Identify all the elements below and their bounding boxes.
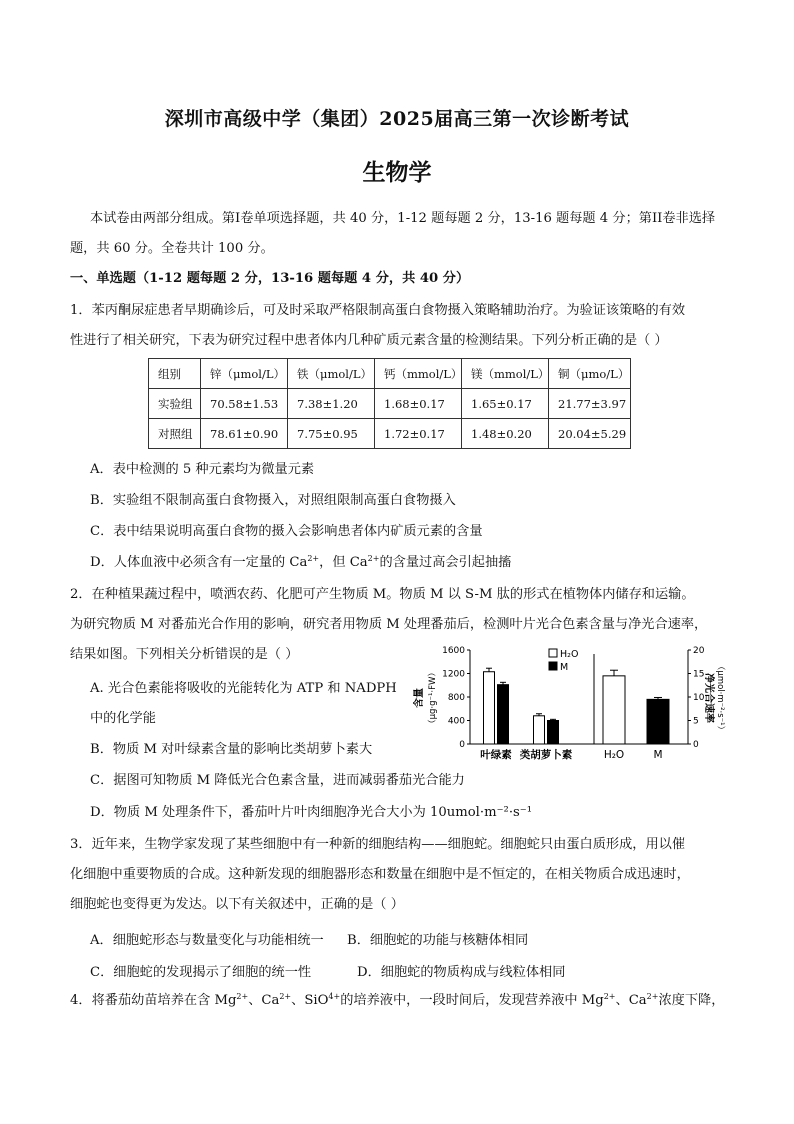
- q1-stem-2: 性进行了相关研究，下表为研究过程中患者体内几种矿质元素含量的检测结果。下列分析正确的是（ ）: [70, 333, 668, 348]
- table-cell: 铁（μmol/L）: [288, 359, 375, 389]
- superscript: 2+: [367, 554, 380, 563]
- subject-title: 生物学: [362, 159, 432, 186]
- left-axis-label: 含量: [414, 688, 425, 708]
- q2-stem-3: 结果如图。下列相关分析错误的是（ ）: [70, 647, 299, 662]
- legend-swatch-m: [549, 662, 557, 670]
- right-tick-label: 5: [693, 716, 699, 727]
- table-cell: 7.75±0.95: [288, 419, 375, 449]
- x-category-label: M: [653, 749, 663, 761]
- table-cell: 70.58±1.53: [201, 389, 288, 419]
- q2-option-c: C．据图可知物质 M 降低光合色素含量，进而减弱番茄光合能力: [90, 773, 465, 788]
- table-row: [149, 419, 631, 449]
- q1-option-b: B．实验组不限制高蛋白食物摄入，对照组限制高蛋白食物摄入: [90, 493, 456, 508]
- q3-option-d: D．细胞蛇的物质构成与线粒体相同: [357, 965, 566, 980]
- q2-option-d: D．物质 M 处理条件下，番茄叶片叶肉细胞净光合大小为 10umol·m⁻²·s⁻¹: [90, 805, 533, 820]
- q2-option-a-2: 中的化学能: [90, 711, 156, 726]
- table-cell: 实验组: [149, 389, 201, 419]
- x-category-label: H₂O: [603, 749, 625, 761]
- legend-swatch-h2o: [549, 649, 557, 657]
- bar-m: [548, 721, 559, 745]
- right-axis-unit: （μmol·m⁻²·s⁻¹）: [715, 661, 725, 735]
- q2-option-b: B．物质 M 对叶绿素含量的影响比类胡萝卜素大: [90, 742, 373, 757]
- superscript: 2+: [646, 992, 659, 1001]
- right-tick-label: 15: [693, 669, 705, 680]
- intro-line-2: 题，共 60 分。全卷共计 100 分。: [70, 241, 274, 256]
- q2-stem-1: 2．在种植果蔬过程中，喷洒农药、化肥可产生物质 M。物质 M 以 S-M 肽的形式在植物体内储存和运输。: [70, 587, 695, 602]
- q2-stem-2: 为研究物质 M 对番茄光合作用的影响，研究者用物质 M 处理番茄后，检测叶片光合色素含量与净光合速率，: [70, 617, 708, 632]
- q4-stem: [70, 992, 730, 1009]
- right-tick-label: 0: [693, 740, 699, 750]
- table-cell: 镁（mmol/L）: [462, 359, 549, 389]
- pigment-photosynthesis-chart: [408, 640, 728, 772]
- left-tick-label: 0: [459, 740, 465, 750]
- left-tick-label: 800: [447, 693, 465, 703]
- bar-m: [498, 685, 509, 744]
- intro-line-1: 本试卷由两部分组成。第I卷单项选择题，共 40 分，1-12 题每题 2 分，13-16 题每题 4 分；第II卷非选择: [90, 211, 716, 226]
- q1-option-a: A．表中检测的 5 种元素均为微量元素: [90, 462, 315, 477]
- bar-h2o: [534, 716, 545, 744]
- q1-d-part: ，但 Ca: [319, 555, 368, 570]
- x-category-label: 类胡萝卜素: [519, 749, 573, 761]
- q3-option-b: B．细胞蛇的功能与核糖体相同: [347, 933, 529, 948]
- q1-d-part: D．人体血液中必须含有一定量的 Ca: [90, 555, 308, 570]
- q3-stem-3: 细胞蛇也变得更为发达。以下有关叙述中，正确的是（ ）: [70, 897, 404, 912]
- q1-option-c: C．表中结果说明高蛋白食物的摄入会影响患者体内矿质元素的含量: [90, 524, 483, 539]
- right-axis-label: 净光合速率: [703, 673, 714, 723]
- table-row: [149, 389, 631, 419]
- right-tick-label: 20: [693, 646, 705, 656]
- table-cell: 7.38±1.20: [288, 389, 375, 419]
- q3-stem-1: 3．近年来，生物学家发现了某些细胞中有一种新的细胞结构——细胞蛇。细胞蛇只由蛋白质形成，用以催: [70, 837, 686, 852]
- superscript: 2+: [279, 992, 292, 1001]
- table-header-row: [149, 359, 631, 389]
- q4-part: 、Ca: [615, 993, 647, 1008]
- right-tick-label: 10: [693, 693, 705, 703]
- q4-part: 4．将番茄幼苗培养在含 Mg: [70, 993, 237, 1008]
- legend-label: M: [560, 662, 569, 673]
- left-tick-label: 1600: [442, 646, 465, 656]
- table-cell: 组别: [149, 359, 201, 389]
- left-tick-label: 400: [447, 716, 465, 727]
- q1-option-d: [90, 554, 750, 571]
- table-cell: 78.61±0.90: [201, 419, 288, 449]
- superscript: 2+: [307, 554, 320, 563]
- q2-option-a-1: A. 光合色素能将吸收的光能转化为 ATP 和 NADPH: [90, 681, 397, 696]
- q3-option-a: A．细胞蛇形态与数量变化与功能相统一: [90, 933, 324, 948]
- table-cell: 20.04±5.29: [549, 419, 631, 449]
- table-cell: 铜（μmo/L）: [549, 359, 631, 389]
- superscript: 2+: [236, 992, 249, 1001]
- left-tick-label: 1200: [442, 669, 465, 680]
- table-cell: 对照组: [149, 419, 201, 449]
- superscript: 2+: [603, 992, 616, 1001]
- left-axis-unit: （μg·g⁻¹·FW）: [428, 668, 438, 728]
- mineral-table: [148, 358, 631, 449]
- table-cell: 1.65±0.17: [462, 389, 549, 419]
- q4-part: 、SiO: [291, 993, 329, 1008]
- bar-h2o: [484, 672, 495, 744]
- table-cell: 1.48±0.20: [462, 419, 549, 449]
- q4-part: 、Ca: [248, 993, 280, 1008]
- table-cell: 21.77±3.97: [549, 389, 631, 419]
- q1-d-part: 的含量过高会引起抽搐: [379, 555, 512, 570]
- superscript: 4+: [328, 992, 341, 1001]
- bar-net-rate: [647, 699, 669, 744]
- q1-stem-1: 1．苯丙酮尿症患者早期确诊后，可及时采取严格限制高蛋白食物摄入策略辅助治疗。为验证该策略的有效: [70, 303, 686, 318]
- legend-label: H₂O: [560, 649, 579, 660]
- exam-title: 深圳市高级中学（集团）2025届高三第一次诊断考试: [164, 108, 630, 130]
- table-cell: 1.72±0.17: [375, 419, 462, 449]
- q3-option-c: C．细胞蛇的发现揭示了细胞的统一性: [90, 965, 312, 980]
- bar-net-rate: [603, 676, 625, 744]
- table-cell: 钙（mmol/L）: [375, 359, 462, 389]
- q3-stem-2: 化细胞中重要物质的合成。这种新发现的细胞器形态和数量在细胞中是不恒定的，在相关物质合成迅速时，: [70, 867, 690, 882]
- x-category-label: 叶绿素: [480, 749, 512, 761]
- table-cell: 锌（μmol/L）: [201, 359, 288, 389]
- q4-part: 浓度下降，: [658, 993, 725, 1008]
- q4-part: 的培养液中，一段时间后，发现营养液中 Mg: [340, 993, 604, 1008]
- section-heading: 一、单选题（1-12 题每题 2 分，13-16 题每题 4 分，共 40 分）: [70, 271, 470, 286]
- table-cell: 1.68±0.17: [375, 389, 462, 419]
